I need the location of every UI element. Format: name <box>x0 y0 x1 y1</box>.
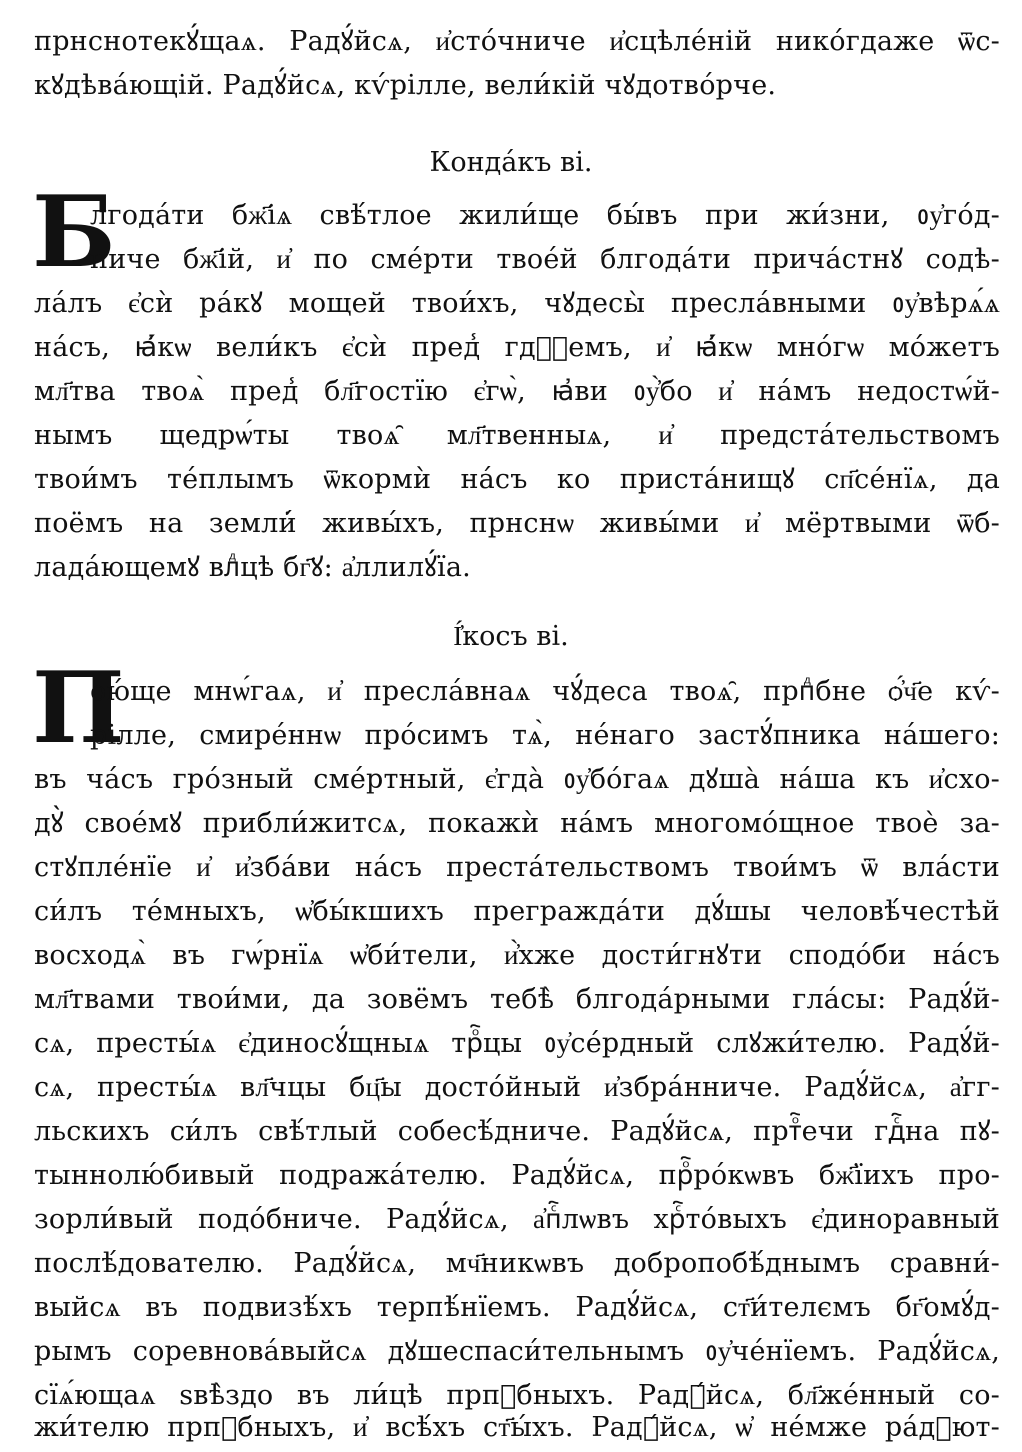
text-line: льскихъ си́лъ свѣ́тлый собесѣ́дниче. Радꙋ́йсѧ, пртⷪ҇ечи гдⷭ҇на пꙋ- <box>34 1116 1000 1147</box>
text-line: мл҃тва твоѧ̀ пред̾ бл҃гостїю є҆гѡ̀, ꙗ҆ви ᲂу҆̀бо и҆ на́мъ недостѡ́й- <box>34 376 1000 407</box>
text-line: лгода́ти бж҃іѧ свѣ́тлое жили́ще бы́въ при жи́зни, ᲂу҆го́д- <box>90 200 1000 231</box>
text-line: ла́лъ є҆сѝ ра́кꙋ мощей твои́хъ, чꙋдесы̀ пресла́вными ᲂу҆вѣрѧ́ѧ <box>34 288 1000 319</box>
text-line: въ ча́съ гро́зный сме́ртный, є҆гда̀ ᲂу҆бо́гаѧ дꙋша̀ на́ша къ и҆схо- <box>34 764 1000 795</box>
text-line: восходѧ̀ въ гѡ́рнїѧ ѡ҆би́тели, и҆̀хже дости́гнꙋти сподо́би на́съ <box>34 940 1000 971</box>
text-line: лада́ющемꙋ влⷣцѣ бг҃ꙋ: а҆ллилꙋ́їа. <box>34 552 471 583</box>
kondak-initial-letter: Б <box>32 175 116 290</box>
ikos-heading: І҆́косъ ві. <box>453 621 569 652</box>
text-line: твои́мъ те́плымъ ѿкормѝ на́съ ко приста́нищꙋ сп҃се́нїѧ, да <box>34 464 1000 495</box>
text-line: прнснотекꙋ́щаѧ. Радꙋ́йсѧ, и҆сто́чниче и҆сцѣле́ній нико́гдаже ѿс- <box>34 26 1000 57</box>
text-line: сѧ, престы́ѧ є҆диносꙋ́щныѧ трⷪ҇цы ᲂу҆се́рдный слꙋжи́телю. Радꙋ́й- <box>34 1028 1000 1059</box>
ikos-initial-letter: П <box>32 651 125 766</box>
text-line: нымъ щедрѡ́ты твоѧ̑ мл҃твенныѧ, и҆ предста́тельствомъ <box>34 420 1000 451</box>
text-line: тыннолю́бивый подража́телю. Радꙋ́йсѧ, прⷪ҇ро́кѡвъ бж҃їихъ про- <box>34 1160 1000 1191</box>
text-line: мл҃твами твои́ми, да зовёмъ тебѣ̀ блгода́рными гла́сы: Радꙋ́й- <box>34 984 1000 1015</box>
text-line: рілле, смире́ннѡ про́симъ тѧ̀, не́наго застꙋ́пника на́шего: <box>90 720 1000 751</box>
text-line: кꙋдѣва́ющій. Радꙋ́йсѧ, кѵ́рілле, вели́кій чꙋдотво́рче. <box>34 70 777 101</box>
text-line: си́лъ те́мныхъ, ѡ҆бы́кшихъ прегражда́ти дꙋ́шы человѣ́честѣй <box>34 896 1000 927</box>
text-line: рымъ соревнова́выйсѧ дꙋшеспаси́тельнымъ ᲂу҆че́нїемъ. Радꙋ́йсѧ, <box>34 1336 1000 1367</box>
text-line: поёмъ на земли̇́ живы́хъ, прнснѡ живы́ми и҆ мёртвыми ѿб- <box>34 508 1000 539</box>
text-line: на́съ, ꙗ҆́кѡ вели́къ є҆сѝ пред̾ гдⷭ҇емъ, и҆ ꙗ҆́кѡ мно́гѡ мо́жетъ <box>34 332 1000 363</box>
text-line: послѣ́дователю. Радꙋ́йсѧ, мч҃никѡвъ добропобѣ́днымъ сравни́- <box>34 1248 1000 1279</box>
text-line: ниче бж҃ій, и҆ по сме́рти твое́й блгода́ти прича́стнꙋ содѣ- <box>90 244 1000 275</box>
kondak-heading: Конда́къ ві. <box>429 147 593 178</box>
text-line: дꙋ̀ свое́мꙋ прибли́житсѧ, покажѝ на́мъ многомо́щное твоѐ за- <box>34 808 1000 839</box>
text-line: сїѧ́ющаѧ ѕвѣ̀здо въ ли́цѣ прпⷣбныхъ. Радꙋ́йсѧ, бл҃же́нный со- <box>34 1380 1000 1411</box>
text-line: стꙋпле́нїе и҆ и҆зба́ви на́съ преста́тельствомъ твои́мъ ѿ вла́сти <box>34 852 1000 883</box>
text-line: ою́ще мнѡ́гаѧ, и҆ пресла́внаѧ чꙋ́деса твоѧ̑, прпⷣбне ѻ҆́ч҃е кѵ́- <box>90 676 1000 707</box>
text-line: выйсѧ въ подвизѣ́хъ терпѣ́нїемъ. Радꙋ́йсѧ, ст҃и́телємъ бг҃омꙋ́д- <box>34 1292 1000 1323</box>
text-line: жи́телю прпⷣбныхъ, и҆ всѣ́хъ ст҃ы́хъ. Радꙋ́йсѧ, ѡ҆ не́мже ра́дꙋют- <box>34 1412 1000 1443</box>
text-line: сѧ, престы́ѧ вл҃чцы бц҃ы досто́йный и҆збра́нниче. Радꙋ́йсѧ, а҆гг- <box>34 1072 1000 1103</box>
text-line: зорли́вый подо́бниче. Радꙋ́йсѧ, а҆пⷭ҇лѡвъ хрⷭ҇то́выхъ є҆диноравный <box>34 1204 1000 1235</box>
